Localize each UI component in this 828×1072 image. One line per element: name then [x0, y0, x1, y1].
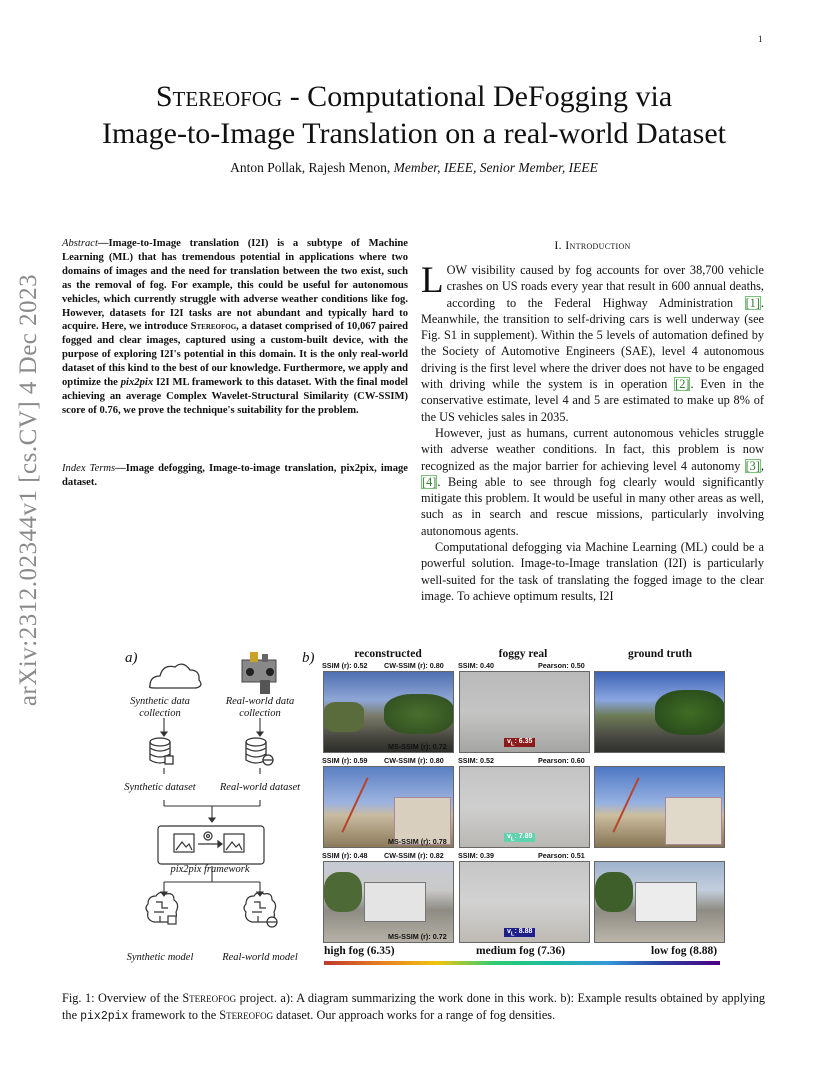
label-realworld-model: Real-world model — [222, 952, 298, 963]
author-affiliation: Member, IEEE, Senior Member, IEEE — [393, 160, 598, 175]
title-project-name: Stereofog — [155, 80, 283, 113]
author-names: Anton Pollak, Rajesh Menon, — [230, 160, 394, 175]
citation-link[interactable]: [1] — [745, 295, 760, 310]
title-line1: - Computational DeFogging via — [282, 80, 673, 113]
stereo-camera-device-icon — [242, 652, 276, 694]
column-header-reconstructed: reconstructed — [354, 648, 422, 660]
intro-paragraph-3: Computational defogging via Machine Learning (ML) could be a powerful solution. Image-to-Image translation (I2I) is particularly well-suited for the task of translating the fogged image to the clear image. To achieve optimum results, I2I — [421, 540, 764, 603]
brain-globe-icon — [244, 892, 277, 927]
fog-density-colorbar — [324, 961, 720, 965]
intro-paragraph-2: However, just as humans, current autonomous vehicles struggle with adverse weather conditions. In fact, this problem is now recognized as the major barrier for achieving level 4 autonomy [3], [4]. Being able to see through fog clearly would significantly mitigate this problem. It would be useful in many other areas as well, such as in search and rescue missions, particularly involving autonomous agents. — [421, 425, 764, 538]
fog-label-low: low fog (8.88) — [651, 945, 718, 957]
index-terms-label: Index Terms — [62, 463, 116, 474]
reconstructed-image — [323, 671, 454, 753]
citation-link[interactable]: [2] — [675, 377, 690, 392]
ground-truth-image — [594, 671, 725, 753]
fog-label-high: high fog (6.35) — [324, 945, 395, 957]
reconstructed-image — [323, 766, 454, 848]
example-results-figure: b) reconstructed foggy real ground truth SSIM (r): 0.52 CW-SSIM (r): 0.80 SSIM: 0.40 Pearson: 0.50 MS-SSIM (r): 0.72 $v_L$: 6.35 SSIM (r): 0.59 CW-SSIM (r): 0.80 SSIM: 0.52 Pearson: 0.60 MS-SSIM (r): 0.78 $v_L$: 7.89 SSIM (r): 0.48 CW-SSIM (r): 0.82 SSIM: 0.39 Pearson: 0.51 MS-SSIM (r): 0.72 $v_L$: 8.88 high fog (6.35) medium fog (7.36) low fog (8.88) — [318, 645, 728, 975]
section-heading: I. Introduction — [554, 238, 631, 252]
label-synthetic-dataset: Synthetic dataset — [124, 782, 196, 793]
ground-truth-image — [594, 861, 725, 943]
label-synthetic-collection: Synthetic data collection — [130, 696, 190, 719]
title-line2: Image-to-Image Translation on a real-world Dataset — [102, 117, 726, 150]
reconstructed-image — [323, 861, 454, 943]
cloud-icon — [150, 664, 201, 688]
intro-paragraph-1: LOW visibility caused by fog accounts for over 38,700 vehicle crashes on US roads every year that result in 600 annual deaths, according to the Federal Highway Administration [1]. Meanwhile, the transition to self-driving cars is well underway (see Fig. S1 in supplement). Within the 5 levels of automation defined by the Society of Automotive Engineers (SAE), level 4 autonomous driving is the first level where the driver does not have to be engaged with driving while the system is in operation [2]. Even in the conservative estimate, level 4 and 5 are estimated to make up 8% of the US vehicles sales in 2035. — [421, 260, 764, 424]
fog-level-badge: $v_L$: 8.88 — [504, 928, 535, 937]
authors — [50, 160, 778, 176]
database-globe-icon — [246, 738, 273, 765]
label-synthetic-model: Synthetic model — [126, 952, 194, 963]
panel-label-b: b) — [302, 650, 315, 666]
fog-level-badge: $v_L$: 6.35 — [504, 738, 535, 747]
workflow-diagram — [110, 650, 310, 970]
drop-cap: L — [421, 260, 444, 301]
index-terms: Index Terms—Image defogging, Image-to-image translation, pix2pix, image dataset. — [62, 463, 408, 488]
database-icon — [150, 738, 173, 764]
fog-level-badge: $v_L$: 7.89 — [504, 833, 535, 842]
ground-truth-image — [594, 766, 725, 848]
panel-label-a: a) — [125, 650, 138, 666]
brain-chip-icon — [146, 892, 178, 924]
figure-caption: Fig. 1: Overview of the Stereofog project. a): A diagram summarizing the work done in this work. b): Example results obtained by applying the pix2pix framework to the Stereofog dataset. Our approach works for a range of fog densities. — [62, 991, 765, 1023]
arxiv-id: arXiv:2312.02344v1 [cs.CV] 4 Dec 2023 — [15, 273, 42, 707]
introduction-text — [421, 262, 764, 604]
column-header-foggy: foggy real — [498, 648, 548, 660]
fog-label-medium: medium fog (7.36) — [476, 945, 566, 957]
label-realworld-collection: Real-world data collection — [225, 696, 295, 719]
citation-link[interactable]: [3] — [745, 458, 760, 473]
label-realworld-dataset: Real-world dataset — [219, 782, 301, 793]
pix2pix-framework-icon — [158, 826, 264, 864]
abstract-label: Abstract — [62, 238, 98, 249]
label-framework: pix2pix framework — [170, 864, 250, 875]
abstract: Abstract—Image-to-Image translation (I2I) is a subtype of Machine Learning (ML) that has tremendous potential in applications where two domains of images and the need for translation between the two exist, such as the removal of fog. For example, this could be useful for autonomous vehicles, which currently struggle with adverse weather conditions like fog. However, datasets for I2I tasks are not abundant and typically hard to acquire. Here, we introduce Stereofog, a dataset comprised of 10,067 paired fogged and clear images, captured using a custom-built device, with the purpose of exploring I2I's potential in this domain. It is the only real-world dataset of this kind to the best of our knowledge. Furthermore, we apply and optimize the pix2pix I2I ML framework to this dataset. With the final model achieving an average Complex Wavelet-Structural Similarity (CW-SSIM) score of 0.76, we prove the technique's suitability for the problem. — [62, 238, 408, 416]
citation-link[interactable]: [4] — [422, 474, 437, 489]
paper-title — [50, 78, 778, 152]
column-header-ground-truth: ground truth — [627, 648, 692, 660]
page-number: 1 — [758, 34, 763, 44]
arxiv-stamp — [4, 273, 54, 707]
